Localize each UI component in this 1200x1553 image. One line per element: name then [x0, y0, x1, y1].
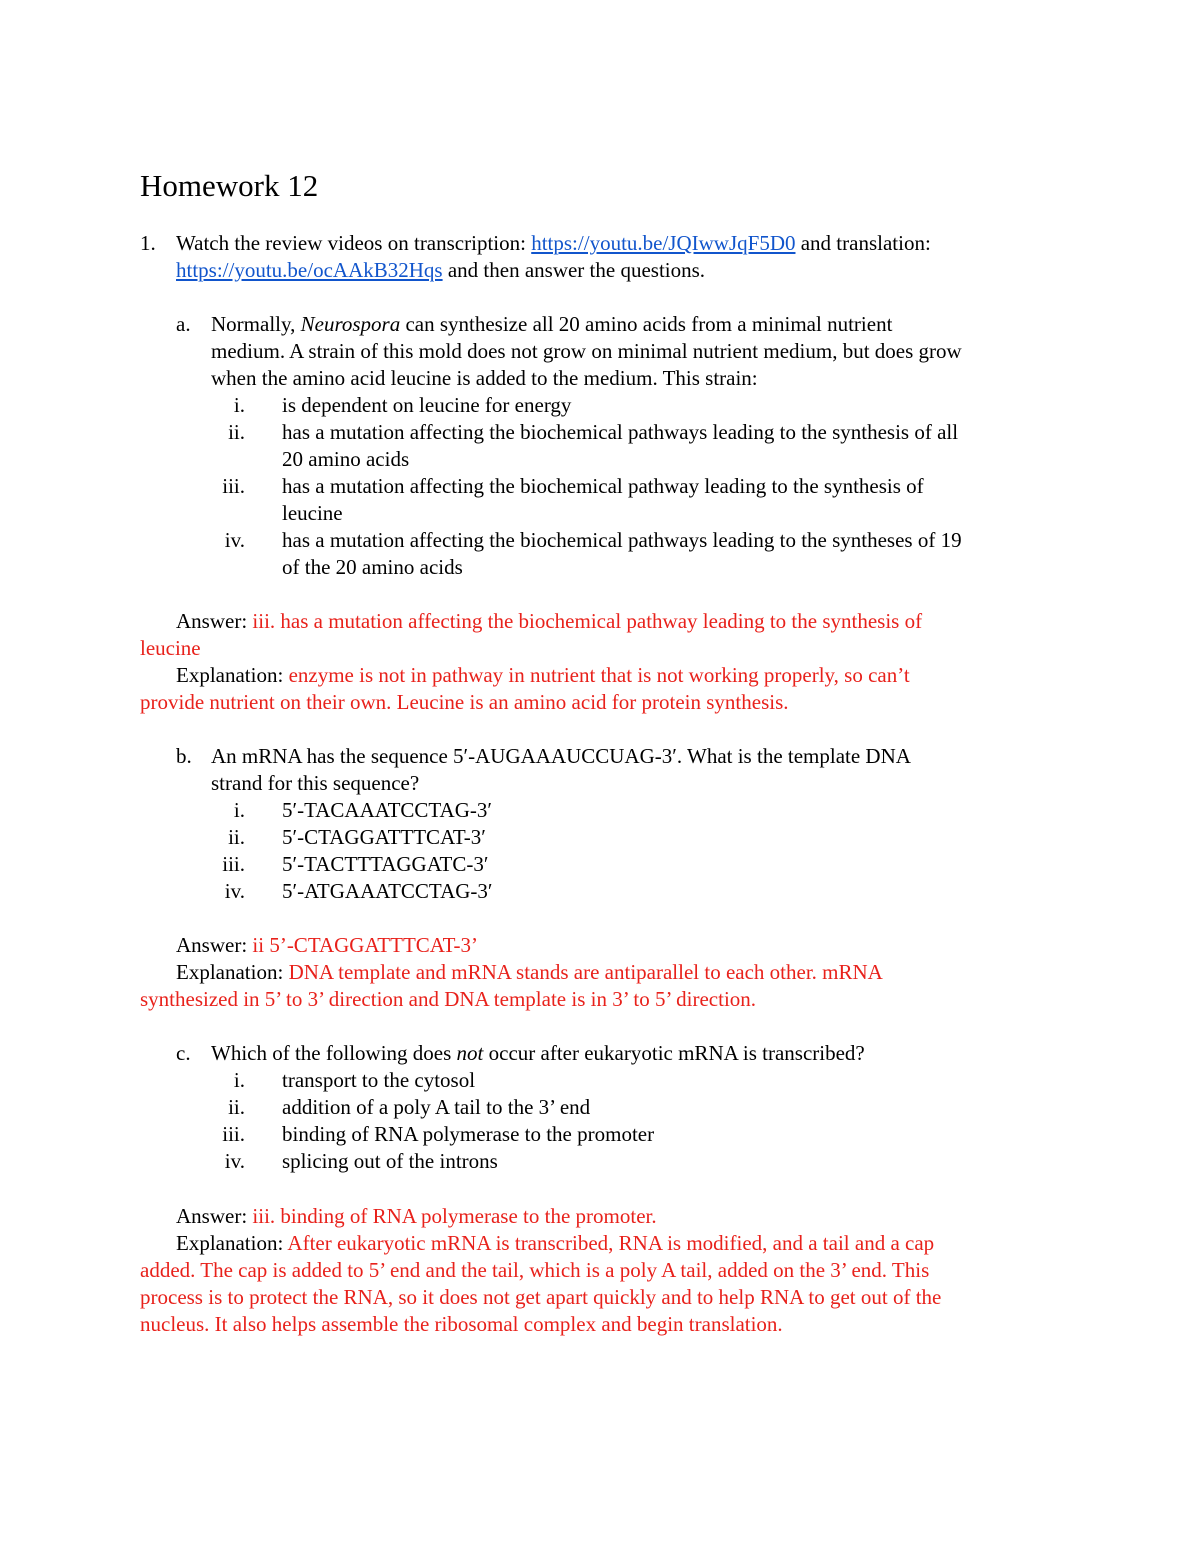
- option-text: transport to the cytosol: [282, 1068, 476, 1092]
- option-text-continued: leucine: [282, 501, 343, 525]
- translation-video-link[interactable]: https://youtu.be/ocAAkB32Hqs: [176, 258, 443, 282]
- answer-text: iii. has a mutation affecting the biochemical pathway leading to the synthesis of: [252, 609, 923, 633]
- option-numeral: i.: [233, 798, 245, 822]
- explanation-c-line-1: [176, 1230, 934, 1257]
- emphasis-not: not: [456, 1041, 484, 1065]
- subquestion-a-line-3: when the amino acid leucine is added to the medium. This strain:: [211, 366, 758, 390]
- explanation-c-line-4: nucleus. It also helps assemble the ribosomal complex and begin translation.: [140, 1312, 783, 1336]
- option-numeral: ii.: [228, 825, 245, 849]
- question-1-line-1-tail: and translation:: [795, 231, 931, 255]
- subquestion-letter-b: b.: [176, 744, 192, 768]
- explanation-a-line-2: provide nutrient on their own. Leucine is an amino acid for protein synthesis.: [140, 690, 789, 714]
- option-text: splicing out of the introns: [282, 1149, 498, 1173]
- option-text: addition of a poly A tail to the 3’ end: [282, 1095, 591, 1119]
- answer-text: iii. binding of RNA polymerase to the promoter.: [252, 1204, 657, 1228]
- question-1-intro: Watch the review videos on transcription:: [176, 231, 532, 255]
- explanation-b-line-2: synthesized in 5’ to 3’ direction and DNA template is in 3’ to 5’ direction.: [140, 987, 757, 1011]
- subquestion-a-line-2: medium. A strain of this mold does not grow on minimal nutrient medium, but does grow: [211, 339, 962, 363]
- answer-a-line-2: leucine: [140, 636, 201, 660]
- explanation-label: Explanation:: [176, 1231, 288, 1255]
- option-numeral: iv.: [224, 1149, 245, 1173]
- question-1-line-2: [176, 257, 705, 284]
- subquestion-a-line-1: [211, 311, 892, 338]
- explanation-text: enzyme is not in pathway in nutrient that is not working properly, so can’t: [288, 663, 910, 687]
- answer-b-line-1: [176, 932, 478, 959]
- option-numeral: iii.: [222, 1122, 245, 1146]
- option-text: 5′-ATGAAATCCTAG-3′: [282, 879, 493, 903]
- question-number: 1.: [140, 231, 156, 255]
- explanation-label: Explanation:: [176, 960, 289, 984]
- option-numeral: ii.: [228, 1095, 245, 1119]
- option-text: has a mutation affecting the biochemical pathways leading to the syntheses of 19: [282, 528, 962, 552]
- subquestion-letter-a: a.: [176, 312, 191, 336]
- transcription-video-link[interactable]: https://youtu.be/JQIwwJqF5D0: [531, 231, 796, 255]
- explanation-text: After eukaryotic mRNA is transcribed, RNA is modified, and a tail and a cap: [287, 1231, 935, 1255]
- question-1-line-2-tail: and then answer the questions.: [442, 258, 706, 282]
- answer-label: Answer:: [176, 933, 253, 957]
- subquestion-c-line-1-pre: Which of the following does: [211, 1041, 457, 1065]
- explanation-c-line-2: added. The cap is added to 5’ end and the tail, which is a poly A tail, added on the 3’ end. This: [140, 1258, 930, 1282]
- subquestion-a-line-1-post: can synthesize all 20 amino acids from a minimal nutrient: [400, 312, 893, 336]
- option-text: 5′-TACAAATCCTAG-3′: [282, 798, 492, 822]
- page-title: Homework 12: [140, 168, 319, 203]
- subquestion-c-line-1: [211, 1040, 865, 1067]
- option-numeral: i.: [233, 393, 245, 417]
- question-1-line-1: [176, 230, 931, 257]
- subquestion-b-line-2: strand for this sequence?: [211, 771, 420, 795]
- explanation-text: DNA template and mRNA stands are antiparallel to each other. mRNA: [288, 960, 883, 984]
- option-text: 5′-CTAGGATTTCAT-3′: [282, 825, 486, 849]
- option-text: 5′-TACTTTAGGATC-3′: [282, 852, 489, 876]
- subquestion-c-line-1-post: occur after eukaryotic mRNA is transcribed?: [483, 1041, 865, 1065]
- organism-name: Neurospora: [300, 312, 401, 336]
- subquestion-b-line-1: An mRNA has the sequence 5′-AUGAAAUCCUAG-3′. What is the template DNA: [211, 744, 911, 768]
- answer-c-line-1: [176, 1203, 657, 1230]
- subquestion-a-line-1-pre: Normally,: [211, 312, 301, 336]
- explanation-label: Explanation:: [176, 663, 289, 687]
- explanation-a-line-1: [176, 662, 910, 689]
- answer-label: Answer:: [176, 609, 253, 633]
- answer-text: ii 5’-CTAGGATTTCAT-3’: [252, 933, 479, 957]
- option-numeral: iv.: [224, 879, 245, 903]
- explanation-c-line-3: process is to protect the RNA, so it does not get apart quickly and to help RNA to get out of the: [140, 1285, 942, 1309]
- option-text-continued: of the 20 amino acids: [282, 555, 463, 579]
- option-numeral: i.: [233, 1068, 245, 1092]
- answer-label: Answer:: [176, 1204, 253, 1228]
- answer-a-line-1: [176, 608, 922, 635]
- option-text: binding of RNA polymerase to the promoter: [282, 1122, 655, 1146]
- option-numeral: iv.: [224, 528, 245, 552]
- subquestion-letter-c: c.: [176, 1041, 191, 1065]
- option-numeral: ii.: [228, 420, 245, 444]
- option-text: is dependent on leucine for energy: [282, 393, 572, 417]
- option-text-continued: 20 amino acids: [282, 447, 410, 471]
- option-numeral: iii.: [222, 852, 245, 876]
- option-text: has a mutation affecting the biochemical pathways leading to the synthesis of all: [282, 420, 959, 444]
- explanation-b-line-1: [176, 959, 883, 986]
- option-text: has a mutation affecting the biochemical pathway leading to the synthesis of: [282, 474, 924, 498]
- option-numeral: iii.: [222, 474, 245, 498]
